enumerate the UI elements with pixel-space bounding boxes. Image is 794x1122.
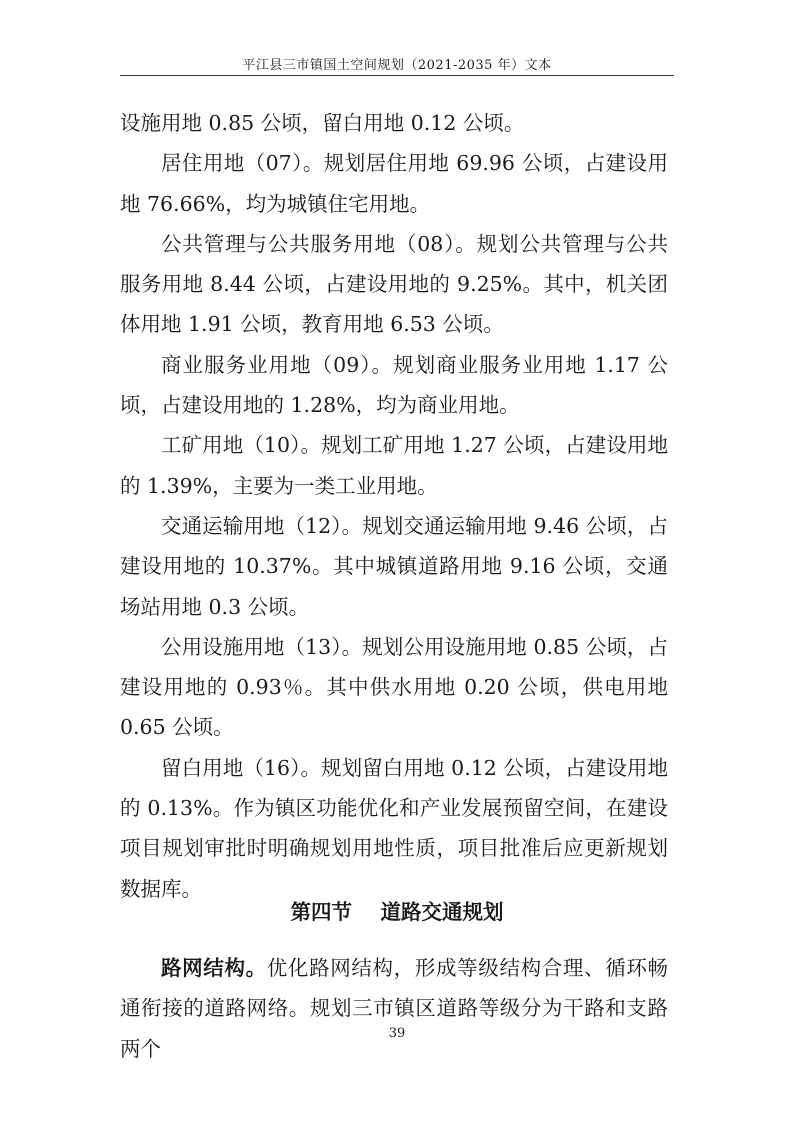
paragraph-industrial-land: 工矿用地（10）。规划工矿用地 1.27 公顷，占建设用地的 1.39%，主要为一类工业用地。 [120, 433, 668, 498]
paragraph-road-network [120, 948, 668, 1069]
paragraph-utility-land: 公用设施用地（13）。规划公用设施用地 0.85 公顷，占建设用地的 0.93％。其中供水用地 0.20 公顷，供电用地 0.65 公顷。 [120, 634, 668, 740]
body-text [120, 103, 668, 909]
running-header: 平江县三市镇国土空间规划（2021-2035 年）文本 [242, 58, 552, 73]
road-network-section [120, 948, 668, 1069]
paragraph-continuation: 设施用地 0.85 公顷，留白用地 0.12 公顷。 [120, 111, 525, 135]
paragraph-transport-land: 交通运输用地（12）。规划交通运输用地 9.46 公顷，占建设用地的 10.37%。其中城镇道路用地 9.16 公顷，交通场站用地 0.3 公顷。 [120, 513, 668, 619]
header-rule [120, 75, 674, 76]
road-network-lead: 路网结构。 [161, 956, 267, 980]
paragraph-commercial-land: 商业服务业用地（09）。规划商业服务业用地 1.17 公顷，占建设用地的 1.28%，均为商业用地。 [120, 352, 668, 418]
page-number: 39 [388, 1026, 406, 1041]
road-network-text: 优化路网结构，形成等级结构合理、循环畅通衔接的道路网络。规划三市镇区道路等级分为干路和支路两个 [120, 956, 669, 1061]
paragraph-residential-land: 居住用地（07）。规划居住用地 69.96 公顷，占建设用地 76.66%，均为城镇住宅用地。 [120, 151, 668, 216]
section-heading: 第四节 道路交通规划 [290, 900, 504, 924]
paragraph-public-service-land: 公共管理与公共服务用地（08）。规划公共管理与公共服务用地 8.44 公顷，占建设用地的 9.25%。其中，机关团体用地 1.91 公顷，教育用地 6.53 公顷。 [120, 231, 668, 337]
paragraph-reserved-land: 留白用地（16）。规划留白用地 0.12 公顷，占建设用地的 0.13%。作为镇区功能优化和产业发展预留空间，在建设项目规划审批时明确规划用地性质，项目批准后应更新规划数据库。 [120, 755, 668, 901]
